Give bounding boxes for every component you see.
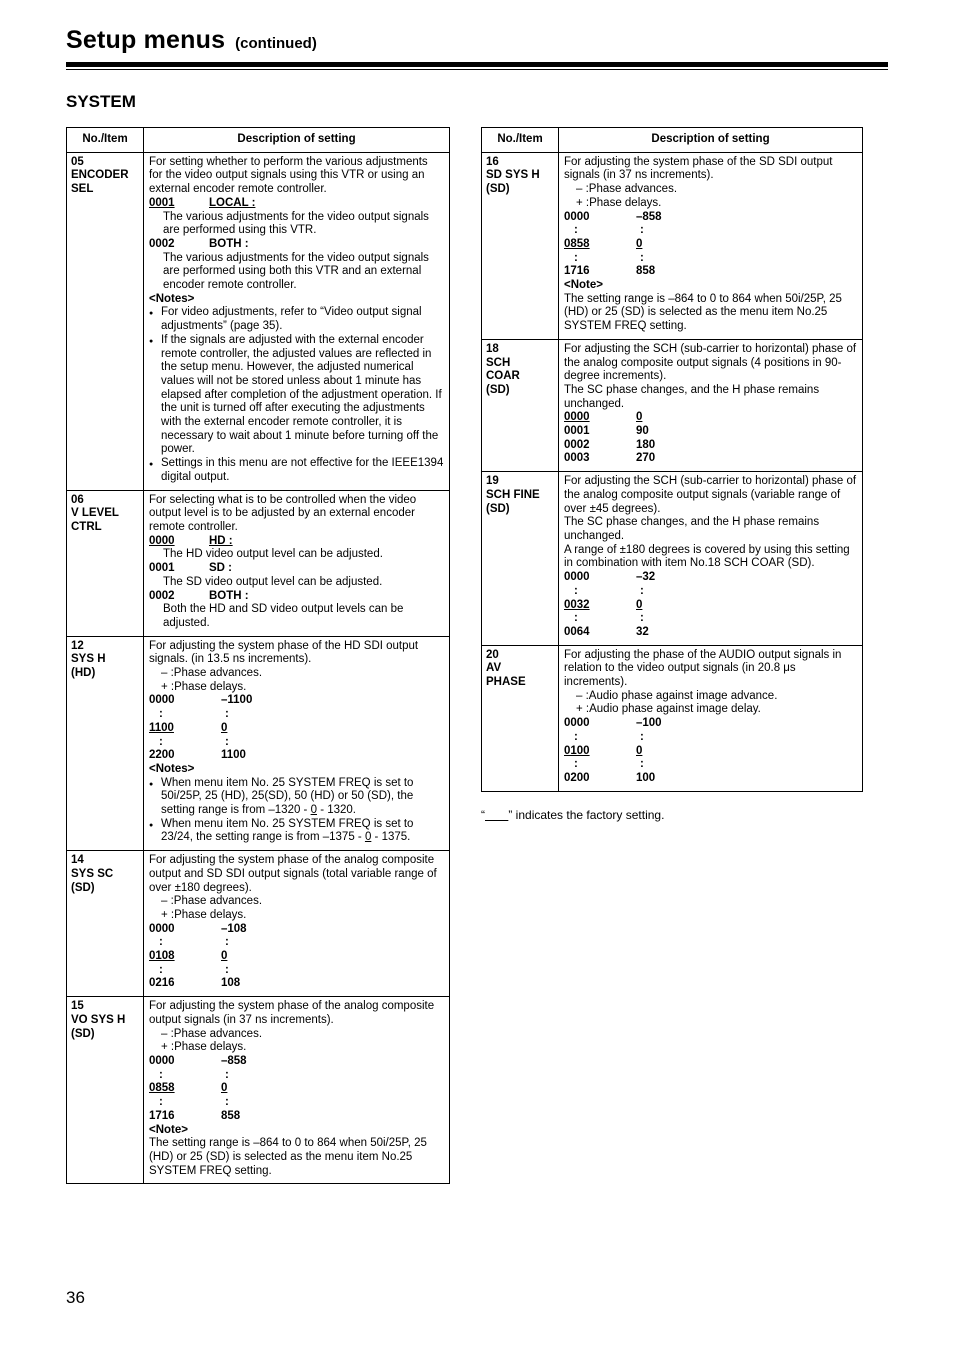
value-right: : bbox=[225, 1068, 229, 1081]
value-right: 0 bbox=[221, 950, 228, 963]
item-cell bbox=[67, 152, 144, 490]
item-cell bbox=[67, 490, 144, 636]
description-cell bbox=[144, 636, 450, 851]
value-left: : bbox=[159, 1068, 163, 1081]
option-code: 0001 bbox=[149, 562, 175, 575]
bullet-icon: ● bbox=[149, 780, 154, 788]
value-pair bbox=[149, 722, 444, 736]
value-right: : bbox=[225, 708, 229, 721]
table-row bbox=[67, 997, 450, 1184]
value-pair bbox=[564, 599, 857, 613]
value-right: 180 bbox=[636, 438, 656, 451]
value-left: 0001 bbox=[564, 425, 590, 438]
item-number: 16 bbox=[486, 155, 499, 168]
footnote-segment bbox=[485, 808, 508, 822]
value-left: : bbox=[159, 708, 163, 721]
text-segment: 0 bbox=[364, 831, 372, 844]
value-pair bbox=[149, 1096, 444, 1110]
bullet-item bbox=[149, 457, 444, 484]
value-pair bbox=[149, 1082, 444, 1096]
value-left: : bbox=[574, 584, 578, 597]
table-head bbox=[67, 128, 450, 153]
item-name: (SD) bbox=[71, 1027, 95, 1040]
value-left: 0000 bbox=[564, 717, 590, 730]
value-pair bbox=[149, 936, 444, 950]
value-right: : bbox=[640, 251, 644, 264]
value-left: 0000 bbox=[149, 1055, 175, 1067]
bullet-icon: ● bbox=[149, 461, 154, 469]
description-cell bbox=[144, 490, 450, 636]
column-header: Description of setting bbox=[559, 128, 863, 153]
item-name: SD SYS H bbox=[486, 169, 540, 182]
option-line bbox=[149, 562, 444, 576]
bullet-text bbox=[161, 818, 444, 845]
item-name: AV bbox=[486, 662, 502, 675]
phase-sign-note: + :Phase delays. bbox=[161, 680, 247, 693]
value-left: 0002 bbox=[564, 438, 590, 451]
item-cell bbox=[482, 339, 559, 471]
item-cell bbox=[482, 645, 559, 791]
value-left: 2200 bbox=[149, 749, 175, 762]
item-number: 14 bbox=[71, 854, 84, 867]
value-pair bbox=[564, 772, 857, 786]
value-right: : bbox=[225, 735, 229, 748]
bullet-text: If the signals are adjusted with the external encoder remote controller, the adjusted values are reflected in the setup menu. However, the adjusted numerical values will not be stored unless about 1 minute has elapsed after completion of the adjustment operation. If the unit is turned off after executing the adjustments with the external encoder remote controller, it is necessary to wait about 1 minute before turning off the power. bbox=[161, 333, 442, 456]
description-paragraph: The SC phase changes, and the H phase remains unchanged. bbox=[564, 383, 820, 410]
value-left: 1716 bbox=[149, 1109, 175, 1122]
item-cell bbox=[482, 472, 559, 645]
option-code: 0002 bbox=[149, 237, 175, 250]
option-line bbox=[149, 535, 444, 549]
note-header: <Note> bbox=[564, 279, 603, 292]
table-row bbox=[67, 851, 450, 997]
value-left: : bbox=[574, 758, 578, 771]
phase-sign-note: – :Phase advances. bbox=[161, 667, 263, 680]
table-body bbox=[67, 152, 450, 1184]
value-right: 90 bbox=[636, 425, 649, 438]
value-pair bbox=[564, 731, 857, 745]
value-pair bbox=[149, 977, 444, 991]
bullet-text: Settings in this menu are not effective for the IEEE1394 digital output. bbox=[161, 457, 444, 483]
value-pair bbox=[564, 411, 857, 425]
description-paragraph: For adjusting the system phase of the analog composite output and SD SDI output signals (total variable range of over ±180 degrees). bbox=[149, 854, 437, 894]
option-line bbox=[149, 238, 444, 252]
page-subtitle: (continued) bbox=[235, 35, 317, 52]
description-cell bbox=[144, 152, 450, 490]
value-left: 0000 bbox=[564, 411, 590, 424]
value-right: –108 bbox=[221, 922, 247, 935]
settings-table-right-mount bbox=[481, 127, 863, 792]
footnote-segment: ” indicates the factory setting. bbox=[508, 807, 665, 822]
phase-sign-note: + :Phase delays. bbox=[161, 908, 247, 921]
column-header: Description of setting bbox=[144, 128, 450, 153]
bullet-item bbox=[149, 334, 444, 457]
value-left: : bbox=[574, 251, 578, 264]
item-name: (SD) bbox=[486, 502, 510, 515]
value-left: : bbox=[159, 735, 163, 748]
text-segment: - 1320. bbox=[317, 804, 356, 817]
item-name: V LEVEL bbox=[71, 507, 119, 520]
item-cell bbox=[67, 636, 144, 851]
value-right: 108 bbox=[221, 977, 241, 990]
value-pair bbox=[564, 238, 857, 252]
page-header bbox=[66, 26, 888, 55]
table-header-row bbox=[482, 128, 863, 153]
section-title: SYSTEM bbox=[66, 92, 136, 111]
item-name: CTRL bbox=[71, 520, 102, 533]
value-left: 0003 bbox=[564, 452, 590, 465]
value-pair bbox=[564, 612, 857, 626]
bullet-item bbox=[149, 306, 444, 333]
value-pair bbox=[149, 1110, 444, 1124]
value-right: 0 bbox=[221, 721, 228, 734]
value-left: : bbox=[159, 936, 163, 949]
option-description: Both the HD and SD video output levels can be adjusted. bbox=[163, 603, 404, 629]
option-line bbox=[149, 197, 444, 211]
value-pair bbox=[149, 749, 444, 763]
bullet-icon: ● bbox=[149, 310, 154, 318]
table-columns bbox=[66, 127, 888, 1184]
value-pair bbox=[149, 1055, 444, 1069]
value-pair bbox=[564, 211, 857, 225]
settings-table-left-mount bbox=[66, 127, 450, 1184]
bullet-item bbox=[149, 777, 444, 818]
option-code: 0001 bbox=[149, 196, 175, 209]
value-left: 0000 bbox=[564, 210, 590, 223]
table-body bbox=[482, 152, 863, 791]
header-divider-thick bbox=[66, 62, 888, 67]
description-paragraph: The SC phase changes, and the H phase remains unchanged. bbox=[564, 516, 820, 542]
settings-table bbox=[66, 127, 450, 1184]
item-number: 19 bbox=[486, 475, 499, 488]
option-label: LOCAL : bbox=[209, 196, 256, 209]
item-number: 18 bbox=[486, 342, 499, 355]
option-description: The HD video output level can be adjusted. bbox=[163, 548, 383, 561]
table-head bbox=[482, 128, 863, 153]
description-cell bbox=[144, 997, 450, 1184]
value-right: : bbox=[640, 730, 644, 743]
value-right: 1100 bbox=[221, 749, 246, 762]
description-paragraph: For adjusting the SCH (sub-carrier to horizontal) phase of the analog composite output signals (variable range of over ±45 degrees). bbox=[564, 475, 857, 515]
description-paragraph: For adjusting the system phase of the SD SDI output signals (in 37 ns increments). bbox=[564, 155, 833, 182]
option-label: BOTH : bbox=[209, 589, 249, 602]
value-pair bbox=[149, 708, 444, 722]
value-right: 858 bbox=[221, 1109, 241, 1122]
table-row bbox=[482, 152, 863, 339]
option-code: 0000 bbox=[149, 534, 175, 547]
note-header: <Note> bbox=[149, 1123, 188, 1136]
phase-sign-note: – :Audio phase against image advance. bbox=[576, 689, 778, 702]
value-pair bbox=[564, 745, 857, 759]
value-pair bbox=[564, 425, 857, 439]
value-pair bbox=[564, 452, 857, 466]
value-left: : bbox=[159, 963, 163, 976]
table-header-row bbox=[67, 128, 450, 153]
item-name: (SD) bbox=[486, 183, 510, 196]
value-right: 0 bbox=[636, 744, 643, 757]
option-description: The SD video output level can be adjusted. bbox=[163, 575, 383, 588]
value-right: : bbox=[640, 612, 644, 625]
value-right: –100 bbox=[636, 717, 662, 730]
item-number: 12 bbox=[71, 639, 84, 652]
header-divider-thin bbox=[66, 69, 888, 70]
bullet-text: For video adjustments, refer to “Video output signal adjustments” (page 35). bbox=[161, 306, 422, 333]
value-pair bbox=[564, 439, 857, 453]
column-header: No./Item bbox=[67, 128, 144, 153]
description-paragraph: A range of ±180 degrees is covered by using this setting in combination with item No.18 SCH COAR (SD). bbox=[564, 543, 850, 570]
value-left: 0216 bbox=[149, 977, 175, 990]
value-right: 0 bbox=[636, 411, 643, 424]
phase-sign-note: – :Phase advances. bbox=[161, 895, 263, 908]
value-right: : bbox=[640, 224, 644, 237]
value-pair bbox=[564, 252, 857, 266]
item-number: 15 bbox=[71, 1000, 84, 1013]
value-right: : bbox=[640, 758, 644, 771]
description-cell bbox=[559, 152, 863, 339]
phase-sign-note: – :Phase advances. bbox=[576, 183, 678, 196]
phase-sign-note: – :Phase advances. bbox=[161, 1027, 263, 1040]
description-paragraph: The setting range is –864 to 0 to 864 when 50i/25P, 25 (HD) or 25 (SD) is selected as the menu item No.25 SYSTEM FREQ setting. bbox=[149, 1137, 427, 1177]
phase-sign-note: + :Audio phase against image delay. bbox=[576, 703, 761, 716]
phase-sign-note: + :Phase delays. bbox=[161, 1041, 247, 1054]
right-column bbox=[481, 127, 863, 822]
value-left: 0000 bbox=[564, 571, 590, 584]
value-left: 1716 bbox=[564, 265, 590, 278]
footnote-segment: “ bbox=[481, 807, 485, 822]
note-header: <Notes> bbox=[149, 292, 195, 305]
description-cell bbox=[559, 645, 863, 791]
value-right: : bbox=[225, 936, 229, 949]
text-segment: 0 bbox=[310, 804, 317, 817]
settings-table bbox=[481, 127, 863, 792]
value-pair bbox=[564, 571, 857, 585]
table-row bbox=[482, 645, 863, 791]
item-name: SEL bbox=[71, 183, 94, 196]
value-left: 1100 bbox=[149, 721, 174, 734]
value-left: 0000 bbox=[149, 694, 175, 707]
description-paragraph: For adjusting the SCH (sub-carrier to horizontal) phase of the analog composite output signals (4 positions in 90-degree increments). bbox=[564, 342, 857, 383]
page-title: Setup menus bbox=[66, 26, 226, 54]
item-cell bbox=[67, 851, 144, 997]
item-number: 06 bbox=[71, 493, 84, 506]
value-right: –858 bbox=[221, 1055, 247, 1067]
value-right: 100 bbox=[636, 771, 656, 784]
item-name: SCH bbox=[486, 356, 511, 369]
item-cell bbox=[67, 997, 144, 1184]
value-pair bbox=[564, 758, 857, 772]
note-header: <Notes> bbox=[149, 762, 195, 775]
text-segment: When menu item No. 25 SYSTEM FREQ is set to 23/24, the setting range is from –1375 - bbox=[161, 817, 414, 844]
table-row bbox=[67, 152, 450, 490]
option-label: HD : bbox=[209, 534, 233, 547]
description-cell bbox=[559, 339, 863, 471]
value-right: 32 bbox=[636, 625, 649, 638]
value-pair bbox=[149, 964, 444, 978]
value-left: : bbox=[574, 730, 578, 743]
value-right: 270 bbox=[636, 452, 656, 465]
value-right: –1100 bbox=[221, 694, 253, 707]
item-name: COAR bbox=[486, 370, 520, 383]
item-number: 20 bbox=[486, 648, 499, 661]
value-pair bbox=[149, 736, 444, 750]
option-line bbox=[149, 590, 444, 604]
item-name: PHASE bbox=[486, 676, 526, 689]
value-pair bbox=[149, 950, 444, 964]
value-right: : bbox=[640, 584, 644, 597]
bullet-icon: ● bbox=[149, 821, 154, 829]
value-right: –32 bbox=[636, 571, 656, 584]
value-pair bbox=[564, 626, 857, 640]
description-paragraph: For adjusting the phase of the AUDIO output signals in relation to the video output signals (in 20.8 μs increments). bbox=[564, 648, 842, 689]
value-left: 0200 bbox=[564, 771, 590, 784]
value-right: : bbox=[225, 1096, 229, 1109]
value-left: 0000 bbox=[149, 922, 175, 935]
value-left: : bbox=[574, 612, 578, 625]
value-right: : bbox=[225, 963, 229, 976]
phase-sign-note: + :Phase delays. bbox=[576, 196, 662, 209]
description-paragraph: For adjusting the system phase of the HD SDI output signals. (in 13.5 ns increments). bbox=[149, 639, 419, 666]
item-name: SYS SC bbox=[71, 867, 114, 880]
value-pair bbox=[149, 923, 444, 937]
value-pair bbox=[149, 1069, 444, 1083]
value-pair bbox=[564, 585, 857, 599]
item-number: 05 bbox=[71, 155, 84, 168]
text-segment: - 1375. bbox=[371, 831, 411, 844]
description-paragraph: The setting range is –864 to 0 to 864 when 50i/25P, 25 (HD) or 25 (SD) is selected as the menu item No.25 SYSTEM FREQ setting. bbox=[564, 292, 842, 333]
description-cell bbox=[144, 851, 450, 997]
option-code: 0002 bbox=[149, 589, 175, 602]
value-pair bbox=[564, 717, 857, 731]
value-left: 0858 bbox=[149, 1082, 175, 1095]
item-name: ENCODER bbox=[71, 169, 129, 182]
value-left: : bbox=[159, 1096, 163, 1109]
value-pair bbox=[149, 694, 444, 708]
description-paragraph: For setting whether to perform the various adjustments for the video output signals using this VTR or using an external encoder remote controller. bbox=[149, 155, 428, 196]
factory-setting-note bbox=[481, 808, 863, 822]
page-number: 36 bbox=[66, 1288, 85, 1307]
option-label: BOTH : bbox=[209, 237, 249, 250]
item-name: (SD) bbox=[71, 881, 95, 894]
value-right: 0 bbox=[221, 1082, 228, 1095]
value-pair bbox=[564, 224, 857, 238]
column-header: No./Item bbox=[482, 128, 559, 153]
value-right: 0 bbox=[636, 598, 643, 611]
value-left: 0858 bbox=[564, 237, 590, 250]
bullet-item bbox=[149, 818, 444, 845]
description-paragraph: For adjusting the system phase of the analog composite output signals (in 37 ns increments). bbox=[149, 1000, 435, 1026]
bullet-icon: ● bbox=[149, 337, 154, 345]
option-description: The various adjustments for the video output signals are performed using both this VTR and an external encoder remote controller. bbox=[163, 251, 429, 292]
value-right: 0 bbox=[636, 237, 643, 250]
value-right: –858 bbox=[636, 210, 662, 223]
description-cell bbox=[559, 472, 863, 645]
item-name: (SD) bbox=[486, 383, 510, 396]
item-name: SYS H bbox=[71, 653, 106, 666]
text-segment: When menu item No. 25 SYSTEM FREQ is set to 50i/25P, 25 (HD), 25(SD), 50 (HD) or 50 (SD), the setting range is from –1320 - bbox=[161, 776, 414, 817]
value-right: 858 bbox=[636, 265, 656, 278]
item-name: SCH FINE bbox=[486, 488, 540, 501]
bullet-text bbox=[161, 777, 444, 818]
value-left: : bbox=[574, 224, 578, 237]
option-description: The various adjustments for the video output signals are performed using this VTR. bbox=[163, 210, 429, 237]
description-paragraph: For selecting what is to be controlled when the video output level is to be adjusted by an external encoder remote controller. bbox=[149, 493, 417, 533]
item-name: VO SYS H bbox=[71, 1013, 126, 1026]
value-left: 0100 bbox=[564, 744, 590, 757]
table-row bbox=[482, 472, 863, 645]
option-label: SD : bbox=[209, 562, 232, 575]
value-left: 0108 bbox=[149, 950, 175, 963]
item-cell bbox=[482, 152, 559, 339]
item-name: (HD) bbox=[71, 667, 96, 680]
value-left: 0032 bbox=[564, 598, 590, 611]
table-row bbox=[482, 339, 863, 471]
table-row bbox=[67, 636, 450, 851]
value-left: 0064 bbox=[564, 625, 590, 638]
table-row bbox=[67, 490, 450, 636]
value-pair bbox=[564, 265, 857, 279]
